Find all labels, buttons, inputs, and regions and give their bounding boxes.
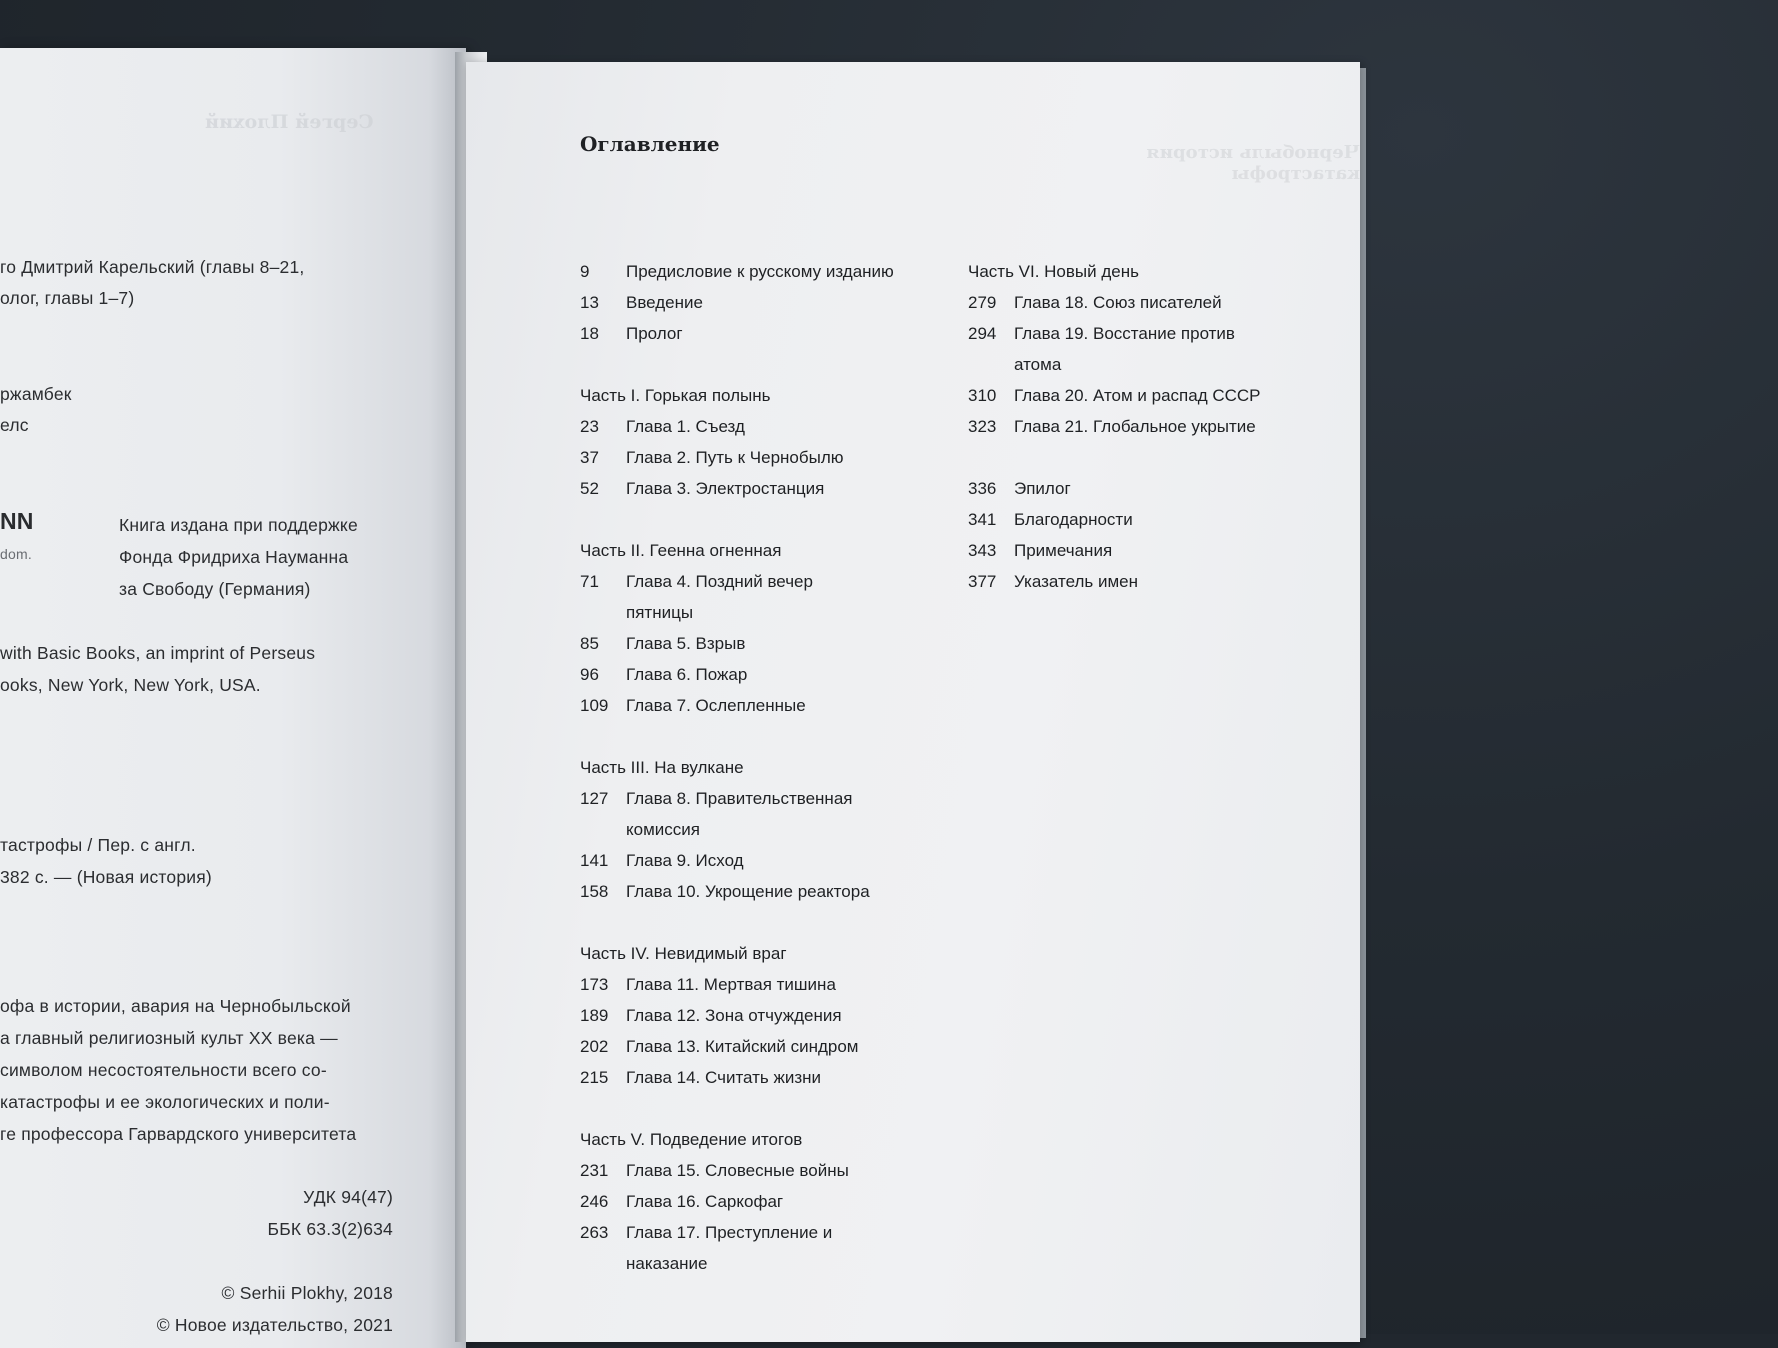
left-page [0, 48, 466, 1348]
page-number: 96 [580, 665, 599, 684]
page-number: 343 [968, 541, 997, 560]
part-title: Часть I. Горькая полынь [580, 386, 771, 405]
entry-title: Глава 3. Электростанция [626, 479, 825, 498]
page-number: 109 [580, 696, 609, 715]
bibliographic-line: 382 с. — (Новая история) [0, 867, 212, 887]
entry-title: Глава 7. Ослепленные [626, 696, 806, 715]
bbk-code: ББК 63.3(2)634 [267, 1219, 393, 1239]
toc-entry [968, 411, 1308, 442]
publisher-line: ooks, New York, New York, USA. [0, 675, 261, 695]
page-number: 23 [580, 417, 599, 436]
page-number: 13 [580, 293, 599, 312]
page-number: 71 [580, 572, 599, 591]
annotation-line: офа в истории, авария на Чернобыльской [0, 996, 351, 1016]
toc-entry [580, 876, 950, 907]
left-page-ghost-header: Сергей Плохий [205, 111, 374, 133]
entry-title: Глава 8. Правительственная комиссия [626, 789, 853, 839]
toc-entry [580, 318, 950, 349]
entry-title: Глава 9. Исход [626, 851, 744, 870]
annotation-line: ге профессора Гарвардского университета [0, 1124, 357, 1144]
toc-section [968, 473, 1308, 597]
toc-section [580, 938, 950, 1093]
entry-title: Глава 14. Считать жизни [626, 1068, 822, 1087]
entry-title: Глава 12. Зона отчуждения [626, 1006, 842, 1025]
toc-entry [580, 473, 950, 504]
toc-column-2 [968, 256, 1308, 628]
toc-entry [968, 535, 1308, 566]
toc-entry [580, 659, 950, 690]
publisher-line: with Basic Books, an imprint of Perseus [0, 643, 316, 663]
page-number: 52 [580, 479, 599, 498]
page-number: 336 [968, 479, 997, 498]
page-number: 189 [580, 1006, 609, 1025]
toc-entry [580, 566, 950, 628]
entry-title: Предисловие к русскому изданию [626, 262, 894, 281]
toc-entry [580, 690, 950, 721]
toc-section [580, 1124, 950, 1279]
page-number: 127 [580, 789, 609, 808]
part-title: Часть IV. Невидимый враг [580, 944, 787, 963]
udk-code: УДК 94(47) [303, 1187, 393, 1207]
page-number: 310 [968, 386, 997, 405]
toc-entry [580, 845, 950, 876]
toc-section [580, 380, 950, 504]
toc-entry [580, 256, 950, 287]
bibliographic-line: тастрофы / Пер. с англ. [0, 835, 196, 855]
entry-title: Глава 2. Путь к Чернобылю [626, 448, 844, 467]
page-number: 158 [580, 882, 609, 901]
right-page [466, 62, 1360, 1342]
support-line: Фонда Фридриха Науманна [119, 547, 349, 567]
annotation-line: катастрофы и ее экологических и поли- [0, 1092, 330, 1112]
toc-entry [968, 287, 1308, 318]
page-number: 279 [968, 293, 997, 312]
entry-title: Глава 18. Союз писателей [1014, 293, 1222, 312]
toc-entry [580, 1000, 950, 1031]
part-title: Часть III. На вулкане [580, 758, 744, 777]
toc-entry [968, 318, 1308, 380]
page-number: 85 [580, 634, 599, 653]
right-page-ghost-header: Чернобыль история катастрофы [1146, 142, 1360, 184]
credits-line: ржамбек [0, 384, 72, 404]
toc-entry [968, 566, 1308, 597]
toc-entry [968, 504, 1308, 535]
page-number: 9 [580, 262, 590, 281]
credits-line: елс [0, 415, 29, 435]
toc-section [968, 256, 1308, 442]
page-number: 341 [968, 510, 997, 529]
entry-title: Глава 15. Словесные войны [626, 1161, 849, 1180]
toc-entry [580, 1186, 950, 1217]
logo-text: NN [0, 508, 34, 534]
entry-title: Благодарности [1014, 510, 1133, 529]
page-number: 37 [580, 448, 599, 467]
toc-entry [968, 380, 1308, 411]
page-number: 246 [580, 1192, 609, 1211]
entry-title: Глава 19. Восстание против атома [1014, 324, 1235, 374]
toc-entry [580, 1062, 950, 1093]
entry-title: Глава 6. Пожар [626, 665, 748, 684]
copyright-line: © Новое издательство, 2021 [156, 1315, 393, 1335]
page-number: 377 [968, 572, 997, 591]
page-number: 202 [580, 1037, 609, 1056]
entry-title: Эпилог [1014, 479, 1071, 498]
entry-title: Введение [626, 293, 703, 312]
toc-entry [580, 628, 950, 659]
credits-line: го Дмитрий Карельский (главы 8–21, [0, 257, 305, 277]
toc-entry [968, 473, 1308, 504]
entry-title: Глава 13. Китайский синдром [626, 1037, 859, 1056]
entry-title: Глава 11. Мертвая тишина [626, 975, 836, 994]
toc-entry [580, 287, 950, 318]
toc-entry [580, 783, 950, 845]
support-line: за Свободу (Германия) [119, 579, 311, 599]
page-number: 18 [580, 324, 599, 343]
entry-title: Глава 20. Атом и распад СССР [1014, 386, 1261, 405]
page-number: 231 [580, 1161, 609, 1180]
entry-title: Глава 21. Глобальное укрытие [1014, 417, 1256, 436]
toc-entry [580, 1031, 950, 1062]
entry-title: Пролог [626, 324, 683, 343]
part-title: Часть VI. Новый день [968, 262, 1139, 281]
toc-title: Оглавление [580, 132, 720, 156]
credits-line: олог, главы 1–7) [0, 288, 135, 308]
toc-entry [580, 969, 950, 1000]
page-number: 173 [580, 975, 609, 994]
logo-subtext: dom. [0, 546, 32, 562]
entry-title: Примечания [1014, 541, 1113, 560]
entry-title: Глава 16. Саркофаг [626, 1192, 784, 1211]
page-number: 263 [580, 1223, 609, 1242]
toc-entry [580, 1155, 950, 1186]
toc-entry [580, 1217, 950, 1279]
page-number: 141 [580, 851, 609, 870]
entry-title: Глава 4. Поздний вечер пятницы [626, 572, 813, 622]
support-line: Книга издана при поддержке [119, 515, 358, 535]
copyright-line: © Serhii Plokhy, 2018 [221, 1283, 393, 1303]
toc-entry [580, 442, 950, 473]
entry-title: Указатель имен [1014, 572, 1138, 591]
entry-title: Глава 17. Преступление и наказание [626, 1223, 833, 1273]
toc-entry [580, 411, 950, 442]
toc-section [580, 535, 950, 721]
annotation-line: а главный религиозный культ XX века — [0, 1028, 338, 1048]
toc-section [580, 752, 950, 907]
toc-column-1 [580, 256, 950, 1310]
page-number: 294 [968, 324, 997, 343]
entry-title: Глава 5. Взрыв [626, 634, 746, 653]
page-number: 323 [968, 417, 997, 436]
entry-title: Глава 10. Укрощение реактора [626, 882, 870, 901]
part-title: Часть II. Геенна огненная [580, 541, 782, 560]
part-title: Часть V. Подведение итогов [580, 1130, 803, 1149]
entry-title: Глава 1. Съезд [626, 417, 745, 436]
page-number: 215 [580, 1068, 609, 1087]
annotation-line: символом несостоятельности всего со- [0, 1060, 327, 1080]
toc-section [580, 256, 950, 349]
